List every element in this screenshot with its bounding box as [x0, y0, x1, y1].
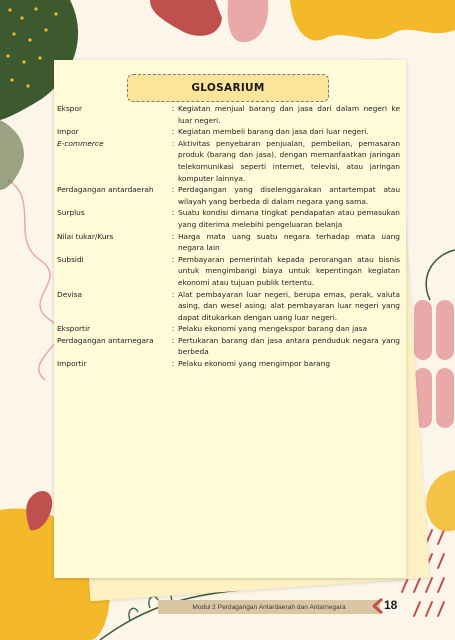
right-green-curve	[426, 250, 455, 300]
glossary-row	[57, 358, 402, 370]
glossary-colon: :	[171, 359, 175, 369]
glossary-term: Perdagangan antarnegara	[57, 335, 154, 345]
glossary-row	[57, 103, 402, 126]
footer-module-band	[158, 600, 380, 614]
glossary-term: Importir	[57, 359, 87, 369]
glossary-term: Surplus	[57, 208, 85, 218]
glossary-colon: :	[171, 231, 175, 241]
right-pink-bar-2	[436, 300, 454, 360]
glossary-row	[57, 184, 402, 207]
glossary-colon: :	[171, 289, 175, 299]
page-number: 18	[384, 598, 398, 612]
left-dark-blob	[0, 120, 24, 190]
glossary-term: Impor	[57, 127, 79, 137]
glossary-colon: :	[171, 138, 175, 148]
glossary-definition: Pelaku ekonomi yang mengekspor barang dan jasa	[178, 324, 368, 334]
glossary-term: Perdagangan antardaerah	[57, 185, 154, 195]
footer-module-label: Modul 2 Perdagangan Antardaerah dan Antarnegara	[192, 603, 346, 611]
right-pink-bar-1	[414, 300, 432, 360]
glossary-colon: :	[171, 185, 175, 195]
glossary-title: GLOSARIUM	[191, 82, 265, 94]
glossary-term: Eksportir	[57, 324, 91, 334]
glossary-definition: Alat pembayaran luar negeri, berupa emas, perak, valuta asing, dan wesel asing; alat pembayaran luar negeri yang dapat ditukarkan dengan uang luar negeri.	[178, 289, 400, 322]
left-swirl	[8, 180, 59, 380]
glossary-term: Ekspor	[57, 104, 83, 113]
glossary-list	[57, 103, 402, 370]
glossary-definition: Kegiatan membeli barang dan jasa dari luar negeri.	[178, 127, 369, 137]
chevron-left-icon	[372, 598, 384, 614]
glossary-colon: :	[171, 335, 175, 345]
glossary-definition: Harga mata uang suatu negara terhadap mata uang negara lain	[178, 231, 400, 253]
glossary-term: Devisa	[57, 289, 83, 299]
red-top-shape	[150, 0, 222, 36]
glossary-colon: :	[171, 208, 175, 218]
glossary-definition: Perdagangan yang diselenggarakan antartempat atau wilayah yang berbeda di dalam negara yang sama.	[178, 185, 400, 206]
glossary-term: Subsidi	[57, 254, 84, 264]
glossary-row	[57, 207, 402, 230]
yellow-right-blob	[426, 470, 455, 531]
glossary-definition: Pelaku ekonomi yang mengimpor barang	[178, 359, 331, 369]
glossary-title-box	[127, 74, 329, 102]
right-pink-bar-4	[436, 368, 454, 428]
glossary-row	[57, 254, 402, 289]
glossary-row	[57, 323, 402, 335]
glossary-row	[57, 335, 402, 358]
glossary-definition: Pertukaran barang dan jasa antara penduduk negara yang berbeda	[178, 335, 400, 357]
glossary-definition: Suatu kondisi dimana tingkat pendapatan atau pemasukan yang diterima melebihi pengeluaran belanja	[178, 208, 400, 229]
glossary-colon: :	[171, 104, 175, 113]
glossary-row	[57, 126, 402, 138]
glossary-row	[57, 289, 402, 324]
yellow-top-shape	[290, 0, 455, 40]
glossary-colon: :	[171, 127, 175, 137]
glossary-term: E-commerce	[57, 138, 104, 148]
glossary-definition: Pembayaran pemerintah kepada perorangan atau bisnis untuk mengimbangi biaya untuk kepentingan kegiatan ekonomi atau tujuan publik tertentu.	[178, 254, 400, 287]
pink-top-shape	[228, 0, 269, 42]
glossary-definition: Kegiatan menjual barang dan jasa dari dalam negeri ke luar negeri.	[178, 104, 400, 125]
glossary-term: Nilai tukar/Kurs	[57, 231, 114, 241]
glossary-row	[57, 231, 402, 254]
glossary-colon: :	[171, 324, 175, 334]
glossary-colon: :	[171, 254, 175, 264]
glossary-row	[57, 138, 402, 184]
glossary-definition: Aktivitas penyebaran penjualan, pembelian, pemasaran produk (barang dan jasa), dengan memanfaatkan jaringan telekomunikasi seperti internet, televisi, atau jaringan komputer lainnya.	[178, 138, 400, 183]
